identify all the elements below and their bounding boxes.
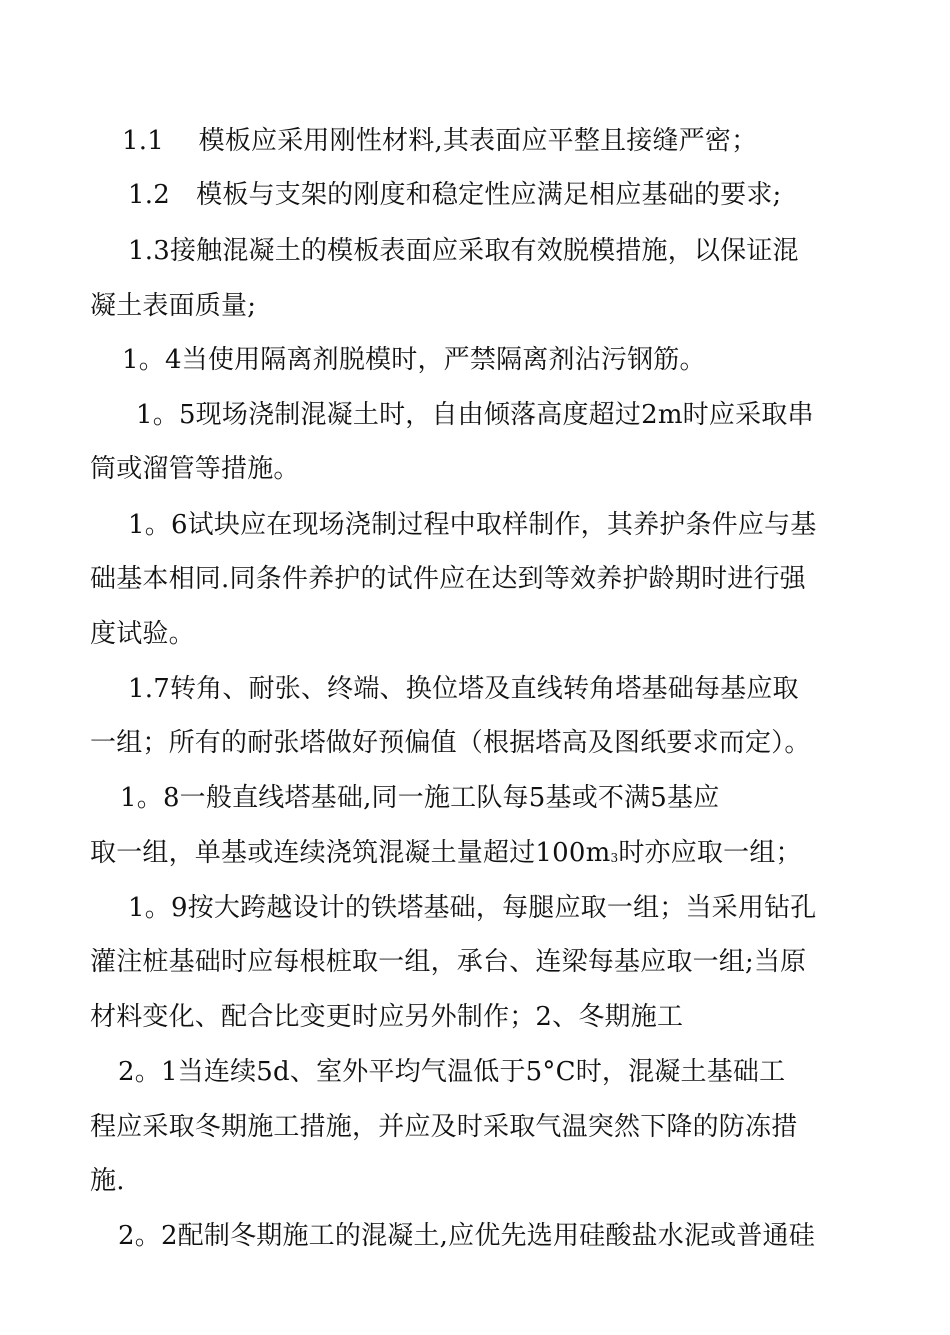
text-line-4: 凝土表面质量; [90, 291, 257, 321]
text-line-6: 1。5现场浇制混凝土时，自由倾落高度超过2m时应采取串 [136, 400, 814, 430]
text-line-12: 一组；所有的耐张塔做好预偏值（根据塔高及图纸要求而定）。 [90, 728, 811, 758]
text-line-20: 施. [90, 1166, 125, 1196]
text-line-14-part-a: 取一组，单基或连续浇筑混凝土量超过100m [90, 838, 611, 868]
text-line-5: 1。4当使用隔离剂脱模时，严禁隔离剂沾污钢筋。 [122, 345, 706, 375]
cubic-unit-superscript: 3 [610, 851, 619, 865]
text-line-7: 筒或溜管等措施。 [90, 454, 300, 484]
text-line-3: 1.3接触混凝土的模板表面应采取有效脱模措施，以保证混 [128, 236, 799, 266]
text-line-1: 1.1 模板应采用刚性材料,其表面应平整且接缝严密； [122, 126, 758, 156]
text-line-17: 材料变化、配合比变更时应另外制作；2、冬期施工 [90, 1002, 684, 1032]
text-line-14 [90, 835, 802, 871]
text-line-10: 度试验。 [90, 619, 195, 649]
text-line-16: 灌注桩基础时应每根桩取一组，承台、连梁每基应取一组;当原 [90, 947, 807, 977]
text-line-21: 2。2配制冬期施工的混凝土,应优先选用硅酸盐水泥或普通硅 [118, 1221, 815, 1251]
text-line-14-part-b: 时亦应取一组； [618, 838, 802, 868]
text-line-9: 础基本相同.同条件养护的试件应在达到等效养护龄期时进行强 [90, 564, 806, 594]
text-line-11: 1.7转角、耐张、终端、换位塔及直线转角塔基础每基应取 [128, 674, 799, 704]
text-line-8: 1。6试块应在现场浇制过程中取样制作，其养护条件应与基 [128, 510, 817, 540]
text-line-15: 1。9按大跨越设计的铁塔基础，每腿应取一组；当采用钻孔 [128, 893, 817, 923]
text-line-19: 程应采取冬期施工措施，并应及时采取气温突然下降的防冻措 [90, 1112, 798, 1142]
text-line-2: 1.2 模板与支架的刚度和稳定性应满足相应基础的要求; [128, 180, 782, 210]
text-line-18: 2。1当连续5d、室外平均气温低于5°C时，混凝土基础工 [118, 1057, 786, 1087]
text-line-13: 1。8一般直线塔基础,同一施工队每5基或不满5基应 [120, 783, 720, 813]
